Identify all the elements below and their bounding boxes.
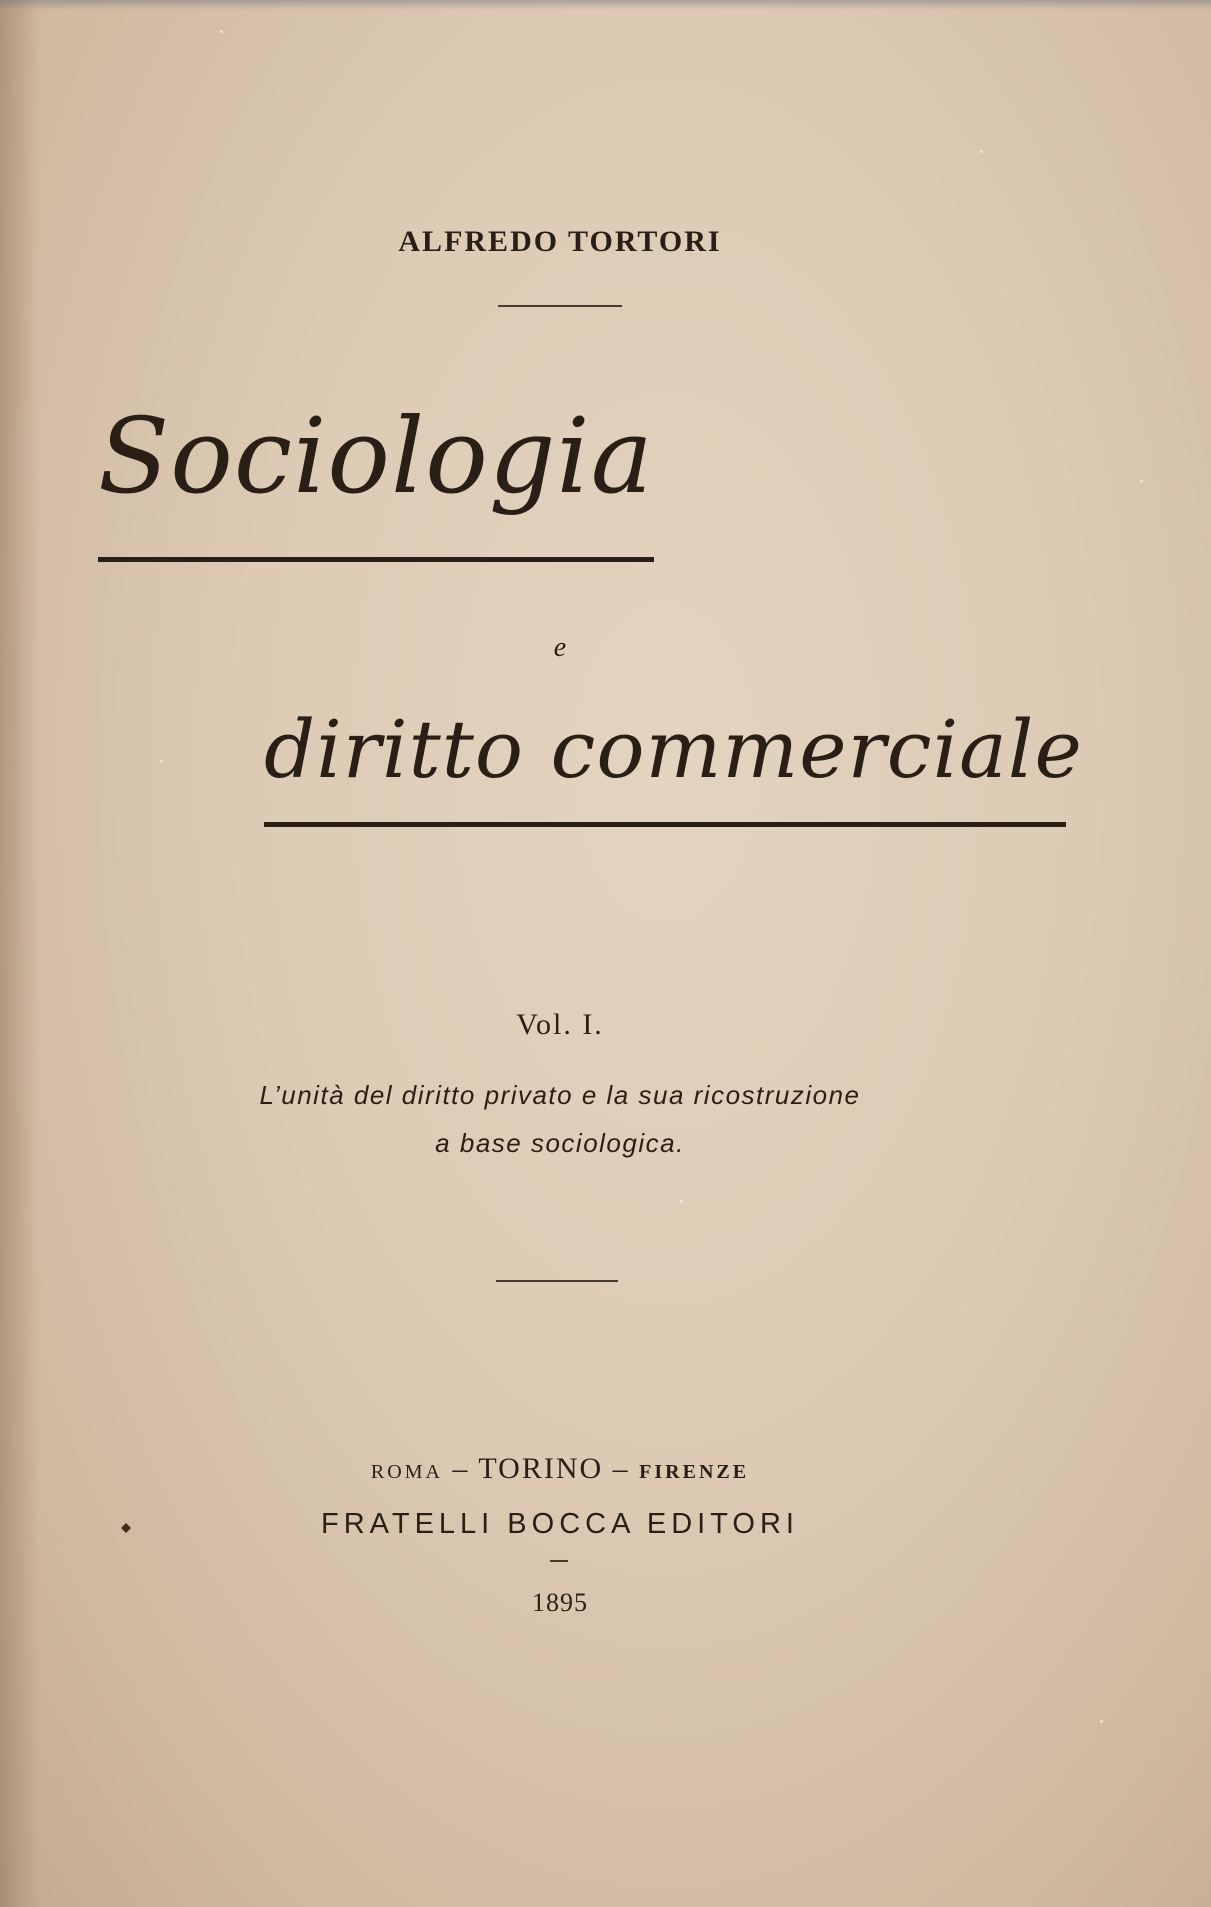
- paper-speck: [160, 760, 163, 763]
- paper-speck: [680, 1200, 683, 1203]
- subtitle-line: L’unità del diritto privato e la sua ricostruzione: [259, 1080, 861, 1110]
- subtitle-line: a base sociologica.: [435, 1128, 685, 1158]
- author-name: ALFREDO TORTORI: [398, 225, 722, 258]
- publisher-name: FRATELLI BOCCA EDITORI: [321, 1508, 799, 1540]
- book-title: Sociologia: [98, 395, 654, 517]
- paper-speck: [220, 30, 223, 33]
- divider-rule: [496, 1280, 618, 1282]
- title-conjunction: e: [553, 632, 567, 663]
- publication-year: 1895: [532, 1588, 588, 1617]
- title-underline: [264, 822, 1066, 827]
- place-separator: –: [603, 1452, 640, 1485]
- place-roma: ROMA: [370, 1461, 443, 1483]
- volume-number: Vol. I.: [516, 1008, 604, 1041]
- title-underline: [98, 557, 654, 562]
- book-title-continued: diritto commerciale: [264, 703, 1083, 796]
- paper-speck: [1100, 1720, 1103, 1723]
- publication-places: [0, 1452, 1120, 1486]
- page-edge-shadow: [0, 0, 40, 1907]
- paper-speck: [1140, 480, 1143, 483]
- divider-rule: [550, 1560, 568, 1562]
- place-firenze: FIRENZE: [639, 1461, 750, 1483]
- paper-speck: [980, 150, 983, 153]
- divider-rule: [498, 305, 622, 307]
- place-separator: –: [442, 1452, 479, 1485]
- place-torino: TORINO: [478, 1452, 604, 1485]
- page-top-edge: [0, 0, 1211, 10]
